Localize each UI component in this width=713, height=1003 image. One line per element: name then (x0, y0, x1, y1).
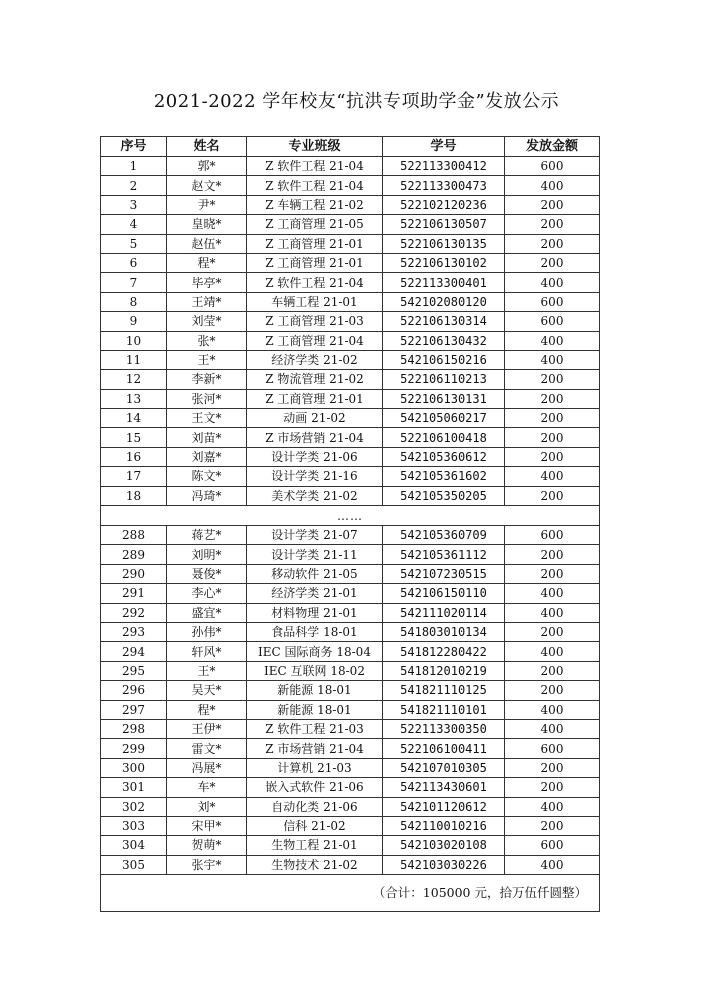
table-row (101, 603, 600, 622)
table-row (101, 778, 600, 797)
cell-name: 王* (167, 661, 247, 680)
cell-amount: 400 (505, 331, 600, 350)
cell-class: Z 软件工程 21-03 (247, 719, 383, 738)
table-row (101, 719, 600, 738)
cell-student-id: 542105060217 (383, 409, 505, 428)
cell-amount: 600 (505, 312, 600, 331)
cell-amount: 200 (505, 681, 600, 700)
table-row (101, 642, 600, 661)
cell-class: 动画 21-02 (247, 409, 383, 428)
cell-index: 298 (101, 719, 167, 738)
cell-class: 经济学类 21-01 (247, 584, 383, 603)
cell-name: 刘莹* (167, 312, 247, 331)
cell-amount: 600 (505, 157, 600, 176)
table-row (101, 681, 600, 700)
cell-amount: 200 (505, 545, 600, 564)
cell-amount: 200 (505, 486, 600, 505)
header-student-id: 学号 (383, 137, 505, 157)
cell-student-id: 542107230515 (383, 564, 505, 583)
cell-student-id: 542105361602 (383, 467, 505, 486)
cell-class: Z 软件工程 21-04 (247, 157, 383, 176)
cell-index: 10 (101, 331, 167, 350)
cell-amount: 200 (505, 661, 600, 680)
cell-index: 11 (101, 350, 167, 369)
table-row (101, 467, 600, 486)
cell-student-id: 542105360612 (383, 447, 505, 466)
cell-student-id: 542102080120 (383, 292, 505, 311)
cell-student-id: 542105350205 (383, 486, 505, 505)
cell-index: 289 (101, 545, 167, 564)
cell-student-id: 542107010305 (383, 758, 505, 777)
cell-name: 雷文* (167, 739, 247, 758)
cell-student-id: 522106130507 (383, 215, 505, 234)
cell-class: 美术学类 21-02 (247, 486, 383, 505)
cell-class: 食品科学 18-01 (247, 622, 383, 641)
cell-amount: 400 (505, 700, 600, 719)
table-row (101, 253, 600, 272)
cell-student-id: 542103030226 (383, 855, 505, 874)
cell-amount: 400 (505, 273, 600, 292)
cell-index: 303 (101, 816, 167, 835)
table-row (101, 157, 600, 176)
table-row (101, 447, 600, 466)
cell-class: IEC 互联网 18-02 (247, 661, 383, 680)
cell-class: 新能源 18-01 (247, 681, 383, 700)
table-row (101, 758, 600, 777)
cell-class: 移动软件 21-05 (247, 564, 383, 583)
cell-index: 296 (101, 681, 167, 700)
cell-index: 8 (101, 292, 167, 311)
cell-class: 材料物理 21-01 (247, 603, 383, 622)
cell-amount: 600 (505, 526, 600, 545)
cell-index: 16 (101, 447, 167, 466)
cell-class: Z 物流管理 21-02 (247, 370, 383, 389)
cell-name: 王伊* (167, 719, 247, 738)
cell-name: 毕亭* (167, 273, 247, 292)
scholarship-table (100, 136, 600, 912)
cell-amount: 200 (505, 234, 600, 253)
table-row (101, 292, 600, 311)
cell-class: 自动化类 21-06 (247, 797, 383, 816)
cell-student-id: 522102120236 (383, 195, 505, 214)
cell-class: 设计学类 21-11 (247, 545, 383, 564)
cell-name: 尹* (167, 195, 247, 214)
cell-class: IEC 国际商务 18-04 (247, 642, 383, 661)
cell-name: 车* (167, 778, 247, 797)
cell-class: Z 软件工程 21-04 (247, 273, 383, 292)
cell-student-id: 522106130102 (383, 253, 505, 272)
cell-student-id: 522106100411 (383, 739, 505, 758)
cell-index: 6 (101, 253, 167, 272)
cell-index: 13 (101, 389, 167, 408)
cell-class: Z 工商管理 21-03 (247, 312, 383, 331)
table-row (101, 622, 600, 641)
cell-index: 292 (101, 603, 167, 622)
cell-amount: 200 (505, 195, 600, 214)
total-row (101, 875, 600, 912)
cell-class: 车辆工程 21-01 (247, 292, 383, 311)
cell-class: Z 市场营销 21-04 (247, 739, 383, 758)
table-row (101, 331, 600, 350)
table-row (101, 584, 600, 603)
cell-student-id: 522106110213 (383, 370, 505, 389)
table-row (101, 312, 600, 331)
table-row (101, 350, 600, 369)
cell-student-id: 522106130314 (383, 312, 505, 331)
table-row (101, 195, 600, 214)
cell-index: 1 (101, 157, 167, 176)
cell-name: 冯展* (167, 758, 247, 777)
cell-student-id: 542111020114 (383, 603, 505, 622)
cell-index: 9 (101, 312, 167, 331)
cell-index: 5 (101, 234, 167, 253)
cell-amount: 400 (505, 719, 600, 738)
total-text: （合计：105000 元，拾万伍仟圆整） (101, 875, 600, 912)
cell-amount: 200 (505, 778, 600, 797)
header-class: 专业班级 (247, 137, 383, 157)
header-amount: 发放金额 (505, 137, 600, 157)
cell-amount: 400 (505, 584, 600, 603)
cell-index: 301 (101, 778, 167, 797)
cell-name: 吴天* (167, 681, 247, 700)
cell-name: 皇晓* (167, 215, 247, 234)
cell-name: 聂俊* (167, 564, 247, 583)
cell-class: Z 软件工程 21-04 (247, 176, 383, 195)
cell-index: 12 (101, 370, 167, 389)
cell-class: 计算机 21-03 (247, 758, 383, 777)
cell-class: Z 工商管理 21-04 (247, 331, 383, 350)
cell-name: 盛宜* (167, 603, 247, 622)
cell-amount: 200 (505, 428, 600, 447)
cell-name: 王靖* (167, 292, 247, 311)
table-row (101, 545, 600, 564)
cell-name: 张宇* (167, 855, 247, 874)
cell-name: 李心* (167, 584, 247, 603)
cell-amount: 400 (505, 797, 600, 816)
cell-name: 张河* (167, 389, 247, 408)
cell-index: 294 (101, 642, 167, 661)
cell-class: Z 工商管理 21-01 (247, 253, 383, 272)
cell-index: 299 (101, 739, 167, 758)
cell-index: 3 (101, 195, 167, 214)
table-row (101, 486, 600, 505)
cell-name: 宋甲* (167, 816, 247, 835)
cell-amount: 200 (505, 564, 600, 583)
cell-index: 7 (101, 273, 167, 292)
cell-index: 302 (101, 797, 167, 816)
cell-name: 轩风* (167, 642, 247, 661)
cell-index: 14 (101, 409, 167, 428)
cell-student-id: 542113430601 (383, 778, 505, 797)
table-row (101, 273, 600, 292)
cell-amount: 600 (505, 292, 600, 311)
cell-class: 信科 21-02 (247, 816, 383, 835)
cell-class: 生物技术 21-02 (247, 855, 383, 874)
cell-class: 嵌入式软件 21-06 (247, 778, 383, 797)
cell-name: 贺萌* (167, 836, 247, 855)
table-row (101, 409, 600, 428)
cell-name: 刘* (167, 797, 247, 816)
cell-name: 王* (167, 350, 247, 369)
cell-student-id: 522113300401 (383, 273, 505, 292)
cell-index: 288 (101, 526, 167, 545)
cell-class: 经济学类 21-02 (247, 350, 383, 369)
cell-name: 冯琦* (167, 486, 247, 505)
cell-amount: 400 (505, 855, 600, 874)
cell-amount: 200 (505, 816, 600, 835)
table-row (101, 176, 600, 195)
cell-amount: 400 (505, 350, 600, 369)
cell-student-id: 541821110125 (383, 681, 505, 700)
cell-name: 孙伟* (167, 622, 247, 641)
cell-student-id: 522113300412 (383, 157, 505, 176)
cell-name: 陈文* (167, 467, 247, 486)
cell-index: 297 (101, 700, 167, 719)
header-name: 姓名 (167, 137, 247, 157)
cell-amount: 400 (505, 603, 600, 622)
table-header-row (101, 137, 600, 157)
table-row (101, 739, 600, 758)
cell-student-id: 541803010134 (383, 622, 505, 641)
cell-amount: 200 (505, 622, 600, 641)
cell-name: 李新* (167, 370, 247, 389)
cell-student-id: 522113300350 (383, 719, 505, 738)
cell-student-id: 542106150216 (383, 350, 505, 369)
cell-name: 蒋艺* (167, 526, 247, 545)
cell-amount: 400 (505, 642, 600, 661)
table-row (101, 370, 600, 389)
cell-class: Z 工商管理 21-01 (247, 389, 383, 408)
cell-index: 2 (101, 176, 167, 195)
cell-student-id: 541821110101 (383, 700, 505, 719)
cell-student-id: 542110010216 (383, 816, 505, 835)
cell-class: 设计学类 21-16 (247, 467, 383, 486)
cell-amount: 200 (505, 758, 600, 777)
cell-index: 18 (101, 486, 167, 505)
cell-class: Z 车辆工程 21-02 (247, 195, 383, 214)
cell-index: 4 (101, 215, 167, 234)
cell-amount: 400 (505, 176, 600, 195)
cell-name: 张* (167, 331, 247, 350)
cell-student-id: 541812010219 (383, 661, 505, 680)
ellipsis-text: …… (101, 506, 600, 526)
cell-amount: 200 (505, 215, 600, 234)
cell-student-id: 542105361112 (383, 545, 505, 564)
cell-name: 程* (167, 700, 247, 719)
cell-student-id: 522106130131 (383, 389, 505, 408)
cell-amount: 600 (505, 739, 600, 758)
cell-amount: 200 (505, 253, 600, 272)
cell-student-id: 522113300473 (383, 176, 505, 195)
table-row (101, 526, 600, 545)
header-index: 序号 (101, 137, 167, 157)
cell-amount: 200 (505, 447, 600, 466)
cell-index: 300 (101, 758, 167, 777)
cell-class: Z 市场营销 21-04 (247, 428, 383, 447)
table-row (101, 234, 600, 253)
table-row (101, 215, 600, 234)
table-row (101, 389, 600, 408)
cell-student-id: 542101120612 (383, 797, 505, 816)
cell-index: 295 (101, 661, 167, 680)
cell-student-id: 522106100418 (383, 428, 505, 447)
cell-index: 304 (101, 836, 167, 855)
cell-name: 刘明* (167, 545, 247, 564)
table-row (101, 428, 600, 447)
table-row (101, 700, 600, 719)
cell-student-id: 542103020108 (383, 836, 505, 855)
cell-student-id: 542106150110 (383, 584, 505, 603)
cell-class: 生物工程 21-01 (247, 836, 383, 855)
cell-index: 293 (101, 622, 167, 641)
cell-amount: 600 (505, 836, 600, 855)
page-title: 2021-2022 学年校友“抗洪专项助学金”发放公示 (153, 91, 560, 112)
cell-amount: 200 (505, 370, 600, 389)
cell-student-id: 522106130432 (383, 331, 505, 350)
cell-student-id: 541812280422 (383, 642, 505, 661)
cell-amount: 200 (505, 409, 600, 428)
cell-amount: 400 (505, 467, 600, 486)
cell-name: 刘苗* (167, 428, 247, 447)
cell-class: 新能源 18-01 (247, 700, 383, 719)
cell-name: 刘嘉* (167, 447, 247, 466)
cell-index: 15 (101, 428, 167, 447)
cell-name: 王文* (167, 409, 247, 428)
table-row (101, 836, 600, 855)
cell-index: 17 (101, 467, 167, 486)
cell-index: 291 (101, 584, 167, 603)
ellipsis-row (101, 506, 600, 526)
cell-class: 设计学类 21-06 (247, 447, 383, 466)
table-row (101, 797, 600, 816)
table-row (101, 855, 600, 874)
cell-student-id: 522106130135 (383, 234, 505, 253)
cell-index: 305 (101, 855, 167, 874)
table-row (101, 564, 600, 583)
cell-class: Z 工商管理 21-05 (247, 215, 383, 234)
cell-name: 赵伍* (167, 234, 247, 253)
table-row (101, 661, 600, 680)
cell-class: 设计学类 21-07 (247, 526, 383, 545)
cell-name: 郭* (167, 157, 247, 176)
table-row (101, 816, 600, 835)
cell-amount: 200 (505, 389, 600, 408)
cell-name: 程* (167, 253, 247, 272)
cell-student-id: 542105360709 (383, 526, 505, 545)
cell-index: 290 (101, 564, 167, 583)
cell-name: 赵文* (167, 176, 247, 195)
cell-class: Z 工商管理 21-01 (247, 234, 383, 253)
